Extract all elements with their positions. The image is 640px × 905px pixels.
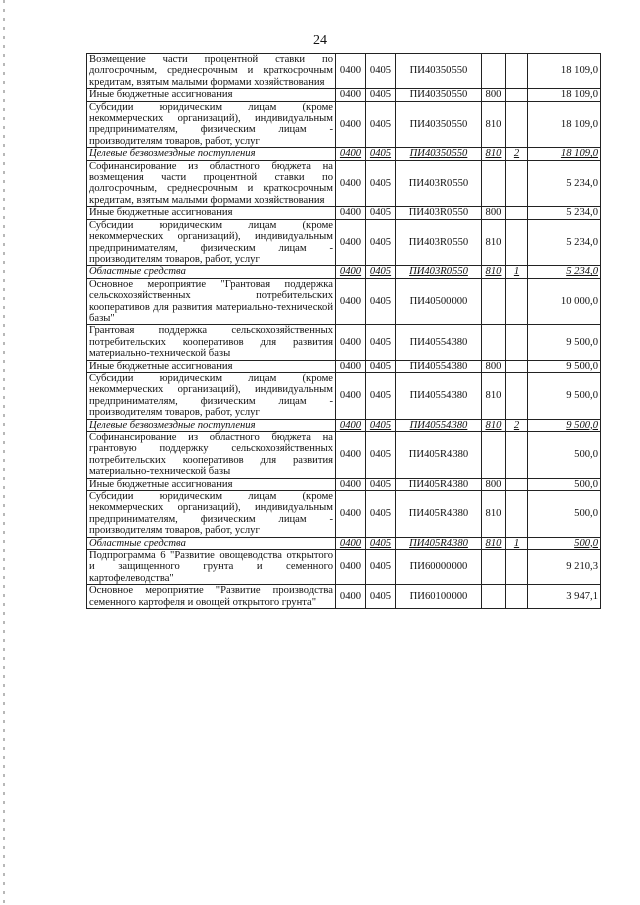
row-expense-type-cell: 800 — [482, 478, 506, 490]
row-sum-cell: 5 234,0 — [528, 160, 601, 207]
table-row — [87, 372, 601, 419]
row-name-cell: Целевые безвозмездные поступления — [87, 419, 336, 431]
row-source-cell — [506, 478, 528, 490]
row-target-article-cell: ПИ405R4380 — [396, 478, 482, 490]
row-sum-cell: 18 109,0 — [528, 101, 601, 148]
row-expense-type-cell: 800 — [482, 360, 506, 372]
table-row — [87, 419, 601, 431]
row-source-cell — [506, 89, 528, 101]
row-section-cell: 0400 — [336, 550, 366, 585]
table-row — [87, 54, 601, 89]
budget-table — [86, 53, 601, 609]
row-target-article-cell: ПИ40350550 — [396, 54, 482, 89]
table-row — [87, 585, 601, 609]
row-target-article-cell: ПИ40500000 — [396, 278, 482, 325]
row-target-article-cell: ПИ405R4380 — [396, 491, 482, 538]
row-section-cell: 0400 — [336, 537, 366, 549]
row-expense-type-cell — [482, 54, 506, 89]
row-section-cell: 0400 — [336, 372, 366, 419]
row-expense-type-cell — [482, 585, 506, 609]
row-section-cell: 0400 — [336, 325, 366, 360]
row-section-cell: 0400 — [336, 160, 366, 207]
table-row — [87, 160, 601, 207]
row-section-cell: 0400 — [336, 278, 366, 325]
row-sum-cell: 9 500,0 — [528, 419, 601, 431]
binding-edge — [3, 0, 5, 905]
row-sum-cell: 9 210,3 — [528, 550, 601, 585]
row-target-article-cell: ПИ40554380 — [396, 325, 482, 360]
row-source-cell — [506, 54, 528, 89]
row-subsection-cell: 0405 — [366, 325, 396, 360]
row-source-cell — [506, 278, 528, 325]
row-section-cell: 0400 — [336, 585, 366, 609]
row-subsection-cell: 0405 — [366, 266, 396, 278]
row-source-cell — [506, 372, 528, 419]
row-target-article-cell: ПИ405R4380 — [396, 537, 482, 549]
row-sum-cell: 9 500,0 — [528, 325, 601, 360]
row-name-cell: Иные бюджетные ассигнования — [87, 478, 336, 490]
table-row — [87, 491, 601, 538]
row-sum-cell: 18 109,0 — [528, 148, 601, 160]
row-expense-type-cell — [482, 325, 506, 360]
table-row — [87, 101, 601, 148]
row-section-cell: 0400 — [336, 266, 366, 278]
row-expense-type-cell: 810 — [482, 219, 506, 266]
row-target-article-cell: ПИ405R4380 — [396, 432, 482, 479]
table-row — [87, 219, 601, 266]
row-target-article-cell: ПИ40554380 — [396, 360, 482, 372]
row-name-cell: Софинансирование из областного бюджета на возмещения части процентной ставки по долгосрочным, среднесрочным и краткосрочным кредитам, взятым малыми формами хозяйствования — [87, 160, 336, 207]
row-sum-cell: 18 109,0 — [528, 54, 601, 89]
row-section-cell: 0400 — [336, 478, 366, 490]
row-section-cell: 0400 — [336, 207, 366, 219]
row-sum-cell: 9 500,0 — [528, 360, 601, 372]
row-section-cell: 0400 — [336, 148, 366, 160]
row-target-article-cell: ПИ40350550 — [396, 148, 482, 160]
table-row — [87, 278, 601, 325]
row-name-cell: Иные бюджетные ассигнования — [87, 360, 336, 372]
row-sum-cell: 9 500,0 — [528, 372, 601, 419]
row-sum-cell: 5 234,0 — [528, 219, 601, 266]
row-name-cell: Основное мероприятие "Грантовая поддержка сельскохозяйственных потребительских кооперативов для развития материально-технической базы" — [87, 278, 336, 325]
row-subsection-cell: 0405 — [366, 432, 396, 479]
row-name-cell: Субсидии юридическим лицам (кроме некоммерческих организаций), индивидуальным предпринимателям, физическим лицам - производителям товаров, работ, услуг — [87, 101, 336, 148]
row-source-cell — [506, 585, 528, 609]
row-target-article-cell: ПИ40554380 — [396, 372, 482, 419]
row-subsection-cell: 0405 — [366, 585, 396, 609]
table-row — [87, 207, 601, 219]
row-sum-cell: 500,0 — [528, 491, 601, 538]
row-subsection-cell: 0405 — [366, 89, 396, 101]
row-name-cell: Иные бюджетные ассигнования — [87, 89, 336, 101]
row-source-cell — [506, 360, 528, 372]
row-source-cell: 2 — [506, 148, 528, 160]
row-source-cell: 1 — [506, 266, 528, 278]
row-name-cell: Основное мероприятие "Развитие производства семенного картофеля и овощей открытого грунта" — [87, 585, 336, 609]
table-row — [87, 148, 601, 160]
row-expense-type-cell: 810 — [482, 372, 506, 419]
row-subsection-cell: 0405 — [366, 101, 396, 148]
row-source-cell — [506, 219, 528, 266]
row-name-cell: Иные бюджетные ассигнования — [87, 207, 336, 219]
row-name-cell: Областные средства — [87, 537, 336, 549]
row-subsection-cell: 0405 — [366, 537, 396, 549]
row-target-article-cell: ПИ40350550 — [396, 101, 482, 148]
row-subsection-cell: 0405 — [366, 278, 396, 325]
row-sum-cell: 5 234,0 — [528, 266, 601, 278]
row-section-cell: 0400 — [336, 360, 366, 372]
row-subsection-cell: 0405 — [366, 550, 396, 585]
row-sum-cell: 5 234,0 — [528, 207, 601, 219]
row-source-cell — [506, 101, 528, 148]
table-row — [87, 89, 601, 101]
row-expense-type-cell — [482, 160, 506, 207]
row-expense-type-cell: 810 — [482, 148, 506, 160]
table-row — [87, 325, 601, 360]
row-source-cell — [506, 325, 528, 360]
row-expense-type-cell: 810 — [482, 266, 506, 278]
row-subsection-cell: 0405 — [366, 160, 396, 207]
row-name-cell: Субсидии юридическим лицам (кроме некоммерческих организаций), индивидуальным предпринимателям, физическим лицам - производителям товаров, работ, услуг — [87, 491, 336, 538]
row-section-cell: 0400 — [336, 219, 366, 266]
row-name-cell: Возмещение части процентной ставки по долгосрочным, среднесрочным и краткосрочным кредитам, взятым малыми формами хозяйствования — [87, 54, 336, 89]
row-sum-cell: 500,0 — [528, 432, 601, 479]
row-source-cell — [506, 491, 528, 538]
page-number: 24 — [313, 33, 327, 48]
row-source-cell: 1 — [506, 537, 528, 549]
row-sum-cell: 500,0 — [528, 537, 601, 549]
budget-table-body — [87, 54, 601, 609]
row-section-cell: 0400 — [336, 419, 366, 431]
row-expense-type-cell — [482, 278, 506, 325]
row-subsection-cell: 0405 — [366, 478, 396, 490]
row-sum-cell: 10 000,0 — [528, 278, 601, 325]
row-expense-type-cell: 810 — [482, 419, 506, 431]
row-name-cell: Областные средства — [87, 266, 336, 278]
row-sum-cell: 3 947,1 — [528, 585, 601, 609]
row-target-article-cell: ПИ40554380 — [396, 419, 482, 431]
table-row — [87, 478, 601, 490]
row-target-article-cell: ПИ60100000 — [396, 585, 482, 609]
row-source-cell — [506, 550, 528, 585]
row-section-cell: 0400 — [336, 89, 366, 101]
row-sum-cell: 500,0 — [528, 478, 601, 490]
row-name-cell: Целевые безвозмездные поступления — [87, 148, 336, 160]
row-source-cell — [506, 160, 528, 207]
row-target-article-cell: ПИ403R0550 — [396, 160, 482, 207]
table-row — [87, 537, 601, 549]
row-subsection-cell: 0405 — [366, 207, 396, 219]
row-target-article-cell: ПИ403R0550 — [396, 207, 482, 219]
row-name-cell: Софинансирование из областного бюджета на грантовую поддержку сельскохозяйственных потребительских кооперативов для развития материально-технической базы — [87, 432, 336, 479]
row-name-cell: Субсидии юридическим лицам (кроме некоммерческих организаций), индивидуальным предпринимателям, физическим лицам - производителям товаров, работ, услуг — [87, 372, 336, 419]
row-subsection-cell: 0405 — [366, 54, 396, 89]
table-row — [87, 550, 601, 585]
row-subsection-cell: 0405 — [366, 148, 396, 160]
row-target-article-cell: ПИ403R0550 — [396, 266, 482, 278]
row-subsection-cell: 0405 — [366, 491, 396, 538]
table-row — [87, 432, 601, 479]
row-target-article-cell: ПИ60000000 — [396, 550, 482, 585]
row-subsection-cell: 0405 — [366, 360, 396, 372]
row-expense-type-cell: 810 — [482, 491, 506, 538]
row-section-cell: 0400 — [336, 432, 366, 479]
table-row — [87, 360, 601, 372]
row-name-cell: Подпрограмма 6 "Развитие овощеводства открытого и защищенного грунта и семенного картофелеводства" — [87, 550, 336, 585]
row-target-article-cell: ПИ40350550 — [396, 89, 482, 101]
row-name-cell: Субсидии юридическим лицам (кроме некоммерческих организаций), индивидуальным предпринимателям, физическим лицам - производителям товаров, работ, услуг — [87, 219, 336, 266]
row-section-cell: 0400 — [336, 54, 366, 89]
row-sum-cell: 18 109,0 — [528, 89, 601, 101]
row-expense-type-cell: 810 — [482, 537, 506, 549]
row-source-cell — [506, 432, 528, 479]
table-row — [87, 266, 601, 278]
row-target-article-cell: ПИ403R0550 — [396, 219, 482, 266]
row-section-cell: 0400 — [336, 101, 366, 148]
row-expense-type-cell: 810 — [482, 101, 506, 148]
row-section-cell: 0400 — [336, 491, 366, 538]
row-expense-type-cell: 800 — [482, 89, 506, 101]
row-expense-type-cell — [482, 550, 506, 585]
row-expense-type-cell — [482, 432, 506, 479]
row-expense-type-cell: 800 — [482, 207, 506, 219]
row-name-cell: Грантовая поддержка сельскохозяйственных потребительских кооперативов для развития материально-технической базы — [87, 325, 336, 360]
row-subsection-cell: 0405 — [366, 372, 396, 419]
row-source-cell: 2 — [506, 419, 528, 431]
row-subsection-cell: 0405 — [366, 219, 396, 266]
row-subsection-cell: 0405 — [366, 419, 396, 431]
row-source-cell — [506, 207, 528, 219]
